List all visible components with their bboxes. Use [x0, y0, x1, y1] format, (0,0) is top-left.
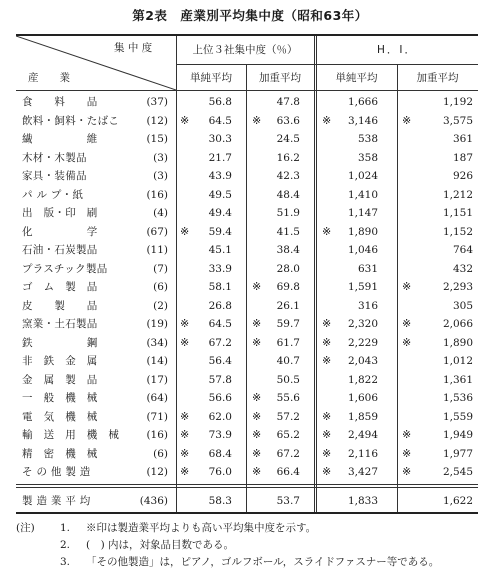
table-cell-c4: 2,293	[442, 281, 473, 293]
table-cell-c1: 56.8	[208, 96, 232, 108]
above-average-mark: ※	[322, 447, 332, 460]
item-count: (19)	[146, 318, 168, 330]
table-cell-c1: 57.8	[208, 374, 232, 386]
table-cell-c3: 1,822	[347, 374, 378, 386]
table-cell-c2: 50.5	[276, 374, 300, 386]
table-cell-c2: 26.1	[276, 300, 300, 312]
note-3-num: 3.	[60, 556, 71, 568]
table-cell-c3: 316	[357, 300, 378, 312]
table-cell-c3: 1,890	[347, 226, 378, 238]
item-count: (37)	[146, 96, 168, 108]
table-cell-c2: 24.5	[276, 133, 300, 145]
table-cell-c4: 926	[452, 170, 473, 182]
above-average-mark: ※	[322, 114, 332, 127]
table-cell-c2: 48.4	[276, 189, 300, 201]
total-c3: 1,833	[347, 495, 378, 507]
industry-name: ゴ ム 製 品	[22, 281, 98, 293]
table-cell-c3: 2,229	[347, 337, 378, 349]
industry-name: 皮 製 品	[22, 300, 98, 312]
above-average-mark: ※	[402, 428, 412, 441]
above-average-mark: ※	[252, 280, 262, 293]
item-count: (15)	[146, 133, 168, 145]
table-cell-c2: 42.3	[276, 170, 300, 182]
item-count: (7)	[153, 263, 168, 275]
group-header-hi: H．I．	[377, 44, 417, 56]
total-name: 製 造 業 平 均	[22, 495, 91, 507]
diag-top-label: 集 中 度	[114, 42, 153, 54]
above-average-mark: ※	[322, 428, 332, 441]
table-cell-c3: 2,320	[347, 318, 378, 330]
table-cell-c3: 1,591	[347, 281, 378, 293]
table-cell-c2: 63.6	[276, 115, 300, 127]
table-cell-c3: 538	[357, 133, 378, 145]
table-cell-c2: 38.4	[276, 244, 300, 256]
note-3-text: 「その他製造」は，ピアノ，ゴルフボール，スライドファスナー等である。	[86, 556, 440, 568]
item-count: (12)	[146, 466, 168, 478]
total-c1: 58.3	[208, 495, 232, 507]
above-average-mark: ※	[252, 428, 262, 441]
table-cell-c2: 41.5	[276, 226, 300, 238]
table-cell-c2: 61.7	[276, 337, 300, 349]
table-cell-c1: 64.5	[208, 115, 232, 127]
above-average-mark: ※	[180, 225, 190, 238]
table-cell-c4: 1,536	[442, 392, 473, 404]
table-title: 第2表 産業別平均集中度（昭和63年）	[132, 8, 368, 23]
above-average-mark: ※	[180, 447, 190, 460]
item-count: (71)	[146, 411, 168, 423]
industry-name: 出 版・印 刷	[22, 207, 98, 219]
table-cell-c2: 51.9	[276, 207, 300, 219]
table-cell-c3: 2,494	[347, 429, 378, 441]
table-cell-c1: 33.9	[208, 263, 232, 275]
item-count: (16)	[146, 189, 168, 201]
table-cell-c1: 30.3	[208, 133, 232, 145]
above-average-mark: ※	[180, 410, 190, 423]
table-cell-c2: 59.7	[276, 318, 300, 330]
industry-name: プラスチック製品	[22, 263, 108, 275]
industry-name: 家具・装備品	[22, 170, 87, 182]
total-count: (436)	[139, 495, 168, 507]
total-top-rule	[16, 484, 478, 485]
table-cell-c2: 55.6	[276, 392, 300, 404]
item-count: (3)	[153, 152, 168, 164]
above-average-mark: ※	[322, 410, 332, 423]
table-cell-c1: 56.6	[208, 392, 232, 404]
table-cell-c4: 1,890	[442, 337, 473, 349]
table-cell-c1: 26.8	[208, 300, 232, 312]
above-average-mark: ※	[402, 447, 412, 460]
table-cell-c2: 16.2	[276, 152, 300, 164]
above-average-mark: ※	[252, 317, 262, 330]
table-cell-c3: 1,410	[347, 189, 378, 201]
above-average-mark: ※	[322, 317, 332, 330]
table-cell-c4: 1,012	[442, 355, 473, 367]
table-cell-c1: 64.5	[208, 318, 232, 330]
notes-label: (注)	[16, 522, 35, 534]
table-cell-c3: 1,024	[347, 170, 378, 182]
table-cell-c4: 187	[452, 152, 473, 164]
table-cell-c3: 631	[357, 263, 378, 275]
table-cell-c2: 47.8	[276, 96, 300, 108]
table-cell-c3: 3,146	[347, 115, 378, 127]
table-cell-c2: 40.7	[276, 355, 300, 367]
table-notes	[16, 520, 486, 571]
total-top-rule-2	[16, 487, 478, 488]
sub-header-3: 単純平均	[335, 72, 378, 84]
table-cell-c3: 2,043	[347, 355, 378, 367]
item-count: (64)	[146, 392, 168, 404]
above-average-mark: ※	[402, 336, 412, 349]
item-count: (34)	[146, 337, 168, 349]
table-cell-c1: 45.1	[208, 244, 232, 256]
item-count: (6)	[153, 448, 168, 460]
table-cell-c1: 67.2	[208, 337, 232, 349]
note-1-num: 1.	[60, 522, 71, 534]
item-count: (17)	[146, 374, 168, 386]
note-2-num: 2.	[60, 539, 71, 551]
industry-name: 輸 送 用 機 械	[22, 429, 120, 441]
header-bottom-rule	[16, 90, 478, 91]
table-cell-c3: 3,427	[347, 466, 378, 478]
table-cell-c1: 62.0	[208, 411, 232, 423]
table-cell-c4: 1,949	[442, 429, 473, 441]
above-average-mark: ※	[322, 354, 332, 367]
above-average-mark: ※	[252, 391, 262, 404]
industry-name: 金 属 製 品	[22, 374, 98, 386]
table-cell-c4: 305	[452, 300, 473, 312]
table-cell-c1: 49.5	[208, 189, 232, 201]
table-cell-c1: 68.4	[208, 448, 232, 460]
table-cell-c4: 1,559	[442, 411, 473, 423]
industry-name: 非 鉄 金 属	[22, 355, 98, 367]
table-cell-c3: 1,666	[347, 96, 378, 108]
sub-header-2: 加重平均	[259, 72, 301, 84]
table-cell-c4: 432	[452, 263, 473, 275]
table-cell-c4: 361	[452, 133, 473, 145]
table-cell-c1: 43.9	[208, 170, 232, 182]
above-average-mark: ※	[322, 465, 332, 478]
sub-header-1: 単純平均	[190, 72, 232, 84]
table-cell-c1: 59.4	[208, 226, 232, 238]
industry-name: 食 料 品	[22, 96, 98, 108]
group-header-top3: 上位３社集中度（％）	[192, 44, 298, 56]
industry-name: 一 般 機 械	[22, 392, 98, 404]
table-cell-c2: 67.2	[276, 448, 300, 460]
item-count: (6)	[153, 281, 168, 293]
table-cell-c3: 358	[357, 152, 378, 164]
above-average-mark: ※	[252, 447, 262, 460]
table-cell-c1: 21.7	[208, 152, 232, 164]
industry-name: そ の 他 製 造	[22, 466, 91, 478]
industry-name: 精 密 機 械	[22, 448, 98, 460]
note-2-text: ( ) 内は，対象品目数である。	[86, 539, 235, 551]
industry-name: 鉄 鋼	[22, 337, 98, 349]
table-cell-c2: 69.8	[276, 281, 300, 293]
table-cell-c3: 1,147	[347, 207, 378, 219]
table-cell-c2: 28.0	[276, 263, 300, 275]
item-count: (2)	[153, 300, 168, 312]
above-average-mark: ※	[180, 317, 190, 330]
above-average-mark: ※	[402, 317, 412, 330]
above-average-mark: ※	[252, 336, 262, 349]
item-count: (3)	[153, 170, 168, 182]
table-cell-c4: 1,977	[442, 448, 473, 460]
table-cell-c4: 1,192	[442, 96, 473, 108]
header-group-rule	[176, 64, 478, 65]
above-average-mark: ※	[322, 225, 332, 238]
above-average-mark: ※	[180, 465, 190, 478]
table-cell-c4: 1,212	[442, 189, 473, 201]
industry-name: 石油・石炭製品	[22, 244, 98, 256]
industry-name: 木材・木製品	[22, 152, 87, 164]
above-average-mark: ※	[252, 465, 262, 478]
above-average-mark: ※	[402, 280, 412, 293]
concentration-table	[16, 34, 478, 514]
table-cell-c4: 2,066	[442, 318, 473, 330]
above-average-mark: ※	[180, 336, 190, 349]
above-average-mark: ※	[322, 336, 332, 349]
above-average-mark: ※	[252, 410, 262, 423]
industry-name: 窯業・土石製品	[22, 318, 98, 330]
item-count: (16)	[146, 429, 168, 441]
item-count: (4)	[153, 207, 168, 219]
table-cell-c2: 57.2	[276, 411, 300, 423]
diag-bottom-label: 産 業	[28, 72, 70, 84]
above-average-mark: ※	[180, 428, 190, 441]
table-cell-c2: 65.2	[276, 429, 300, 441]
table-cell-c1: 56.4	[208, 355, 232, 367]
note-1-text: ※印は製造業平均よりも高い平均集中度を示す。	[86, 522, 317, 534]
above-average-mark: ※	[180, 114, 190, 127]
table-cell-c3: 1,606	[347, 392, 378, 404]
item-count: (14)	[146, 355, 168, 367]
total-c4: 1,622	[442, 495, 473, 507]
table-cell-c1: 58.1	[208, 281, 232, 293]
industry-name: 繊 維	[22, 133, 98, 145]
table-cell-c4: 764	[452, 244, 473, 256]
item-count: (67)	[146, 226, 168, 238]
table-cell-c4: 2,545	[442, 466, 473, 478]
above-average-mark: ※	[402, 114, 412, 127]
table-cell-c1: 76.0	[208, 466, 232, 478]
table-cell-c1: 49.4	[208, 207, 232, 219]
above-average-mark: ※	[252, 114, 262, 127]
industry-name: 化 学	[22, 226, 98, 238]
table-cell-c3: 2,116	[347, 448, 378, 460]
table-cell-c4: 1,151	[442, 207, 473, 219]
table-cell-c3: 1,859	[347, 411, 378, 423]
table-cell-c3: 1,046	[347, 244, 378, 256]
industry-name: パ ル プ・紙	[22, 189, 84, 201]
item-count: (12)	[146, 115, 168, 127]
table-cell-c4: 3,575	[442, 115, 473, 127]
total-c2: 53.7	[276, 495, 300, 507]
item-count: (11)	[146, 244, 168, 256]
table-cell-c1: 73.9	[208, 429, 232, 441]
industry-name: 電 気 機 械	[22, 411, 98, 423]
table-cell-c4: 1,152	[442, 226, 473, 238]
table-cell-c2: 66.4	[276, 466, 300, 478]
table-cell-c4: 1,361	[442, 374, 473, 386]
industry-name: 飲料・飼料・たばこ	[22, 115, 120, 127]
sub-header-4: 加重平均	[416, 72, 459, 84]
above-average-mark: ※	[402, 465, 412, 478]
